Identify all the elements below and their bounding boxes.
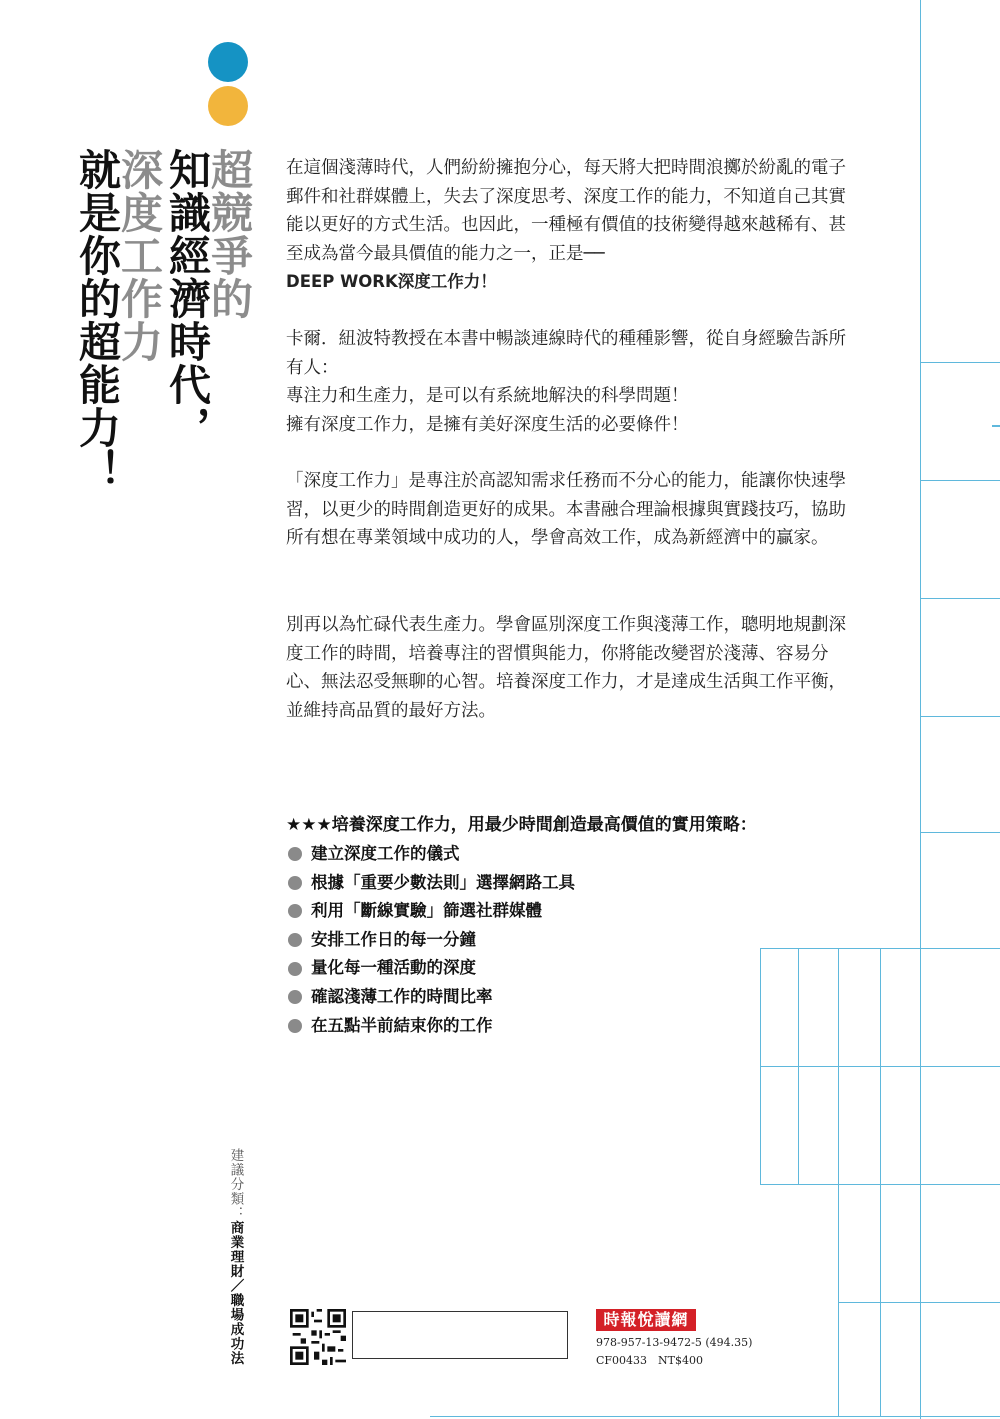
paragraph-4: 別再以為忙碌代表生產力。學會區別深度工作與淺薄工作，聰明地規劃深度工作的時間，培養專注的習慣與能力，你將能改變習於淺薄、容易分心、無法忍受無聊的心智。培養深度工作力，才是達成生活與工作平衡，並維持高品質的最好方法。 bbox=[286, 615, 846, 721]
paragraph-2-line-1: 卡爾．紐波特教授在本書中暢談連線時代的種種影響，從自身經驗告訴所有人： bbox=[286, 329, 846, 378]
grid-line-vertical bbox=[838, 948, 839, 1416]
publisher-logo: 時報悅讀網 bbox=[596, 1309, 696, 1331]
strategy-item bbox=[286, 926, 575, 955]
paragraph-2-line-3: 擁有深度工作力，是擁有美好深度生活的必要條件！ bbox=[286, 414, 689, 435]
grid-line-horizontal bbox=[920, 832, 1000, 833]
headline-col-1: 超競爭的 bbox=[205, 148, 254, 320]
bullet-icon bbox=[288, 933, 302, 947]
strategy-item-label: 量化每一種活動的深度 bbox=[311, 958, 476, 978]
grid-line-vertical bbox=[798, 948, 799, 1184]
strategy-item-label: 在五點半前結束你的工作 bbox=[311, 1015, 493, 1035]
book-category bbox=[228, 1148, 242, 1366]
strategy-item bbox=[286, 840, 575, 869]
grid-line-horizontal bbox=[838, 1302, 1000, 1303]
strategy-item bbox=[286, 897, 575, 926]
grid-line-horizontal bbox=[920, 598, 1000, 599]
bullet-icon bbox=[288, 876, 302, 890]
headline-col-2: 知識經濟時代， bbox=[163, 148, 212, 449]
grid-line-horizontal bbox=[430, 1416, 1000, 1417]
grid-line-vertical bbox=[920, 0, 921, 1419]
bullet-icon bbox=[288, 990, 302, 1004]
strategy-item-label: 利用「斷線實驗」篩選社群媒體 bbox=[311, 901, 542, 921]
strategy-item bbox=[286, 983, 575, 1012]
bullet-icon bbox=[288, 847, 302, 861]
paragraph-2-line-2: 專注力和生產力，是可以有系統地解決的科學問題！ bbox=[286, 386, 689, 407]
strategy-item-label: 安排工作日的每一分鐘 bbox=[311, 929, 476, 949]
paragraph-3: 「深度工作力」是專注於高認知需求任務而不分心的能力，能讓你快速學習，以更少的時間創造更好的成果。本書融合理論根據與實踐技巧，協助所有想在專業領域中成功的人，學會高效工作，成為新經濟中的贏家。 bbox=[286, 471, 846, 549]
grid-line-vertical bbox=[880, 948, 881, 1416]
yellow-circle bbox=[208, 86, 248, 126]
strategy-heading: ★★★培養深度工作力，用最少時間創造最高價值的實用策略： bbox=[286, 815, 757, 835]
paragraph-1-text: 在這個淺薄時代，人們紛紛擁抱分心，每天將大把時間浪擲於紛亂的電子郵件和社群媒體上，失去了深度思考、深度工作的能力，不知道自己其實能以更好的方式生活。也因此，一種極有價值的技術變得越來越稀有、甚至成為當今最具價值的能力之一，正是── bbox=[286, 158, 846, 264]
strategy-item bbox=[286, 1012, 575, 1041]
headline-col-3: 深度工作力 bbox=[115, 148, 164, 363]
grid-line-horizontal bbox=[920, 716, 1000, 717]
paragraph-2 bbox=[286, 325, 854, 439]
category-value: 商業理財／職場成功法 bbox=[227, 1220, 244, 1366]
grid-line-vertical bbox=[760, 948, 761, 1184]
price-box bbox=[352, 1311, 568, 1359]
deep-work-highlight: DEEP WORK深度工作力！ bbox=[286, 272, 497, 292]
grid-line-horizontal bbox=[920, 362, 1000, 363]
qr-code-icon bbox=[290, 1309, 346, 1365]
isbn: 978-957-13-9472-5 (494.35) bbox=[596, 1336, 753, 1349]
bullet-icon bbox=[288, 962, 302, 976]
bullet-icon bbox=[288, 1019, 302, 1033]
blue-circle bbox=[208, 42, 248, 82]
strategy-item-label: 確認淺薄工作的時間比率 bbox=[311, 986, 493, 1006]
headline-col-4: 就是你的超能力！ bbox=[73, 148, 122, 492]
grid-line-horizontal bbox=[920, 480, 1000, 481]
strategy-item bbox=[286, 869, 575, 898]
strategy-item-label: 根據「重要少數法則」選擇網路工具 bbox=[311, 872, 575, 892]
strategy-item bbox=[286, 954, 575, 983]
paragraph-1 bbox=[286, 154, 854, 297]
category-label: 建議分類： bbox=[227, 1148, 244, 1221]
grid-tick bbox=[992, 425, 1000, 427]
strategy-item-label: 建立深度工作的儀式 bbox=[311, 844, 460, 863]
bullet-icon bbox=[288, 904, 302, 918]
strategy-list bbox=[286, 840, 575, 1040]
product-code-price: CF00433 NT$400 bbox=[596, 1354, 703, 1367]
